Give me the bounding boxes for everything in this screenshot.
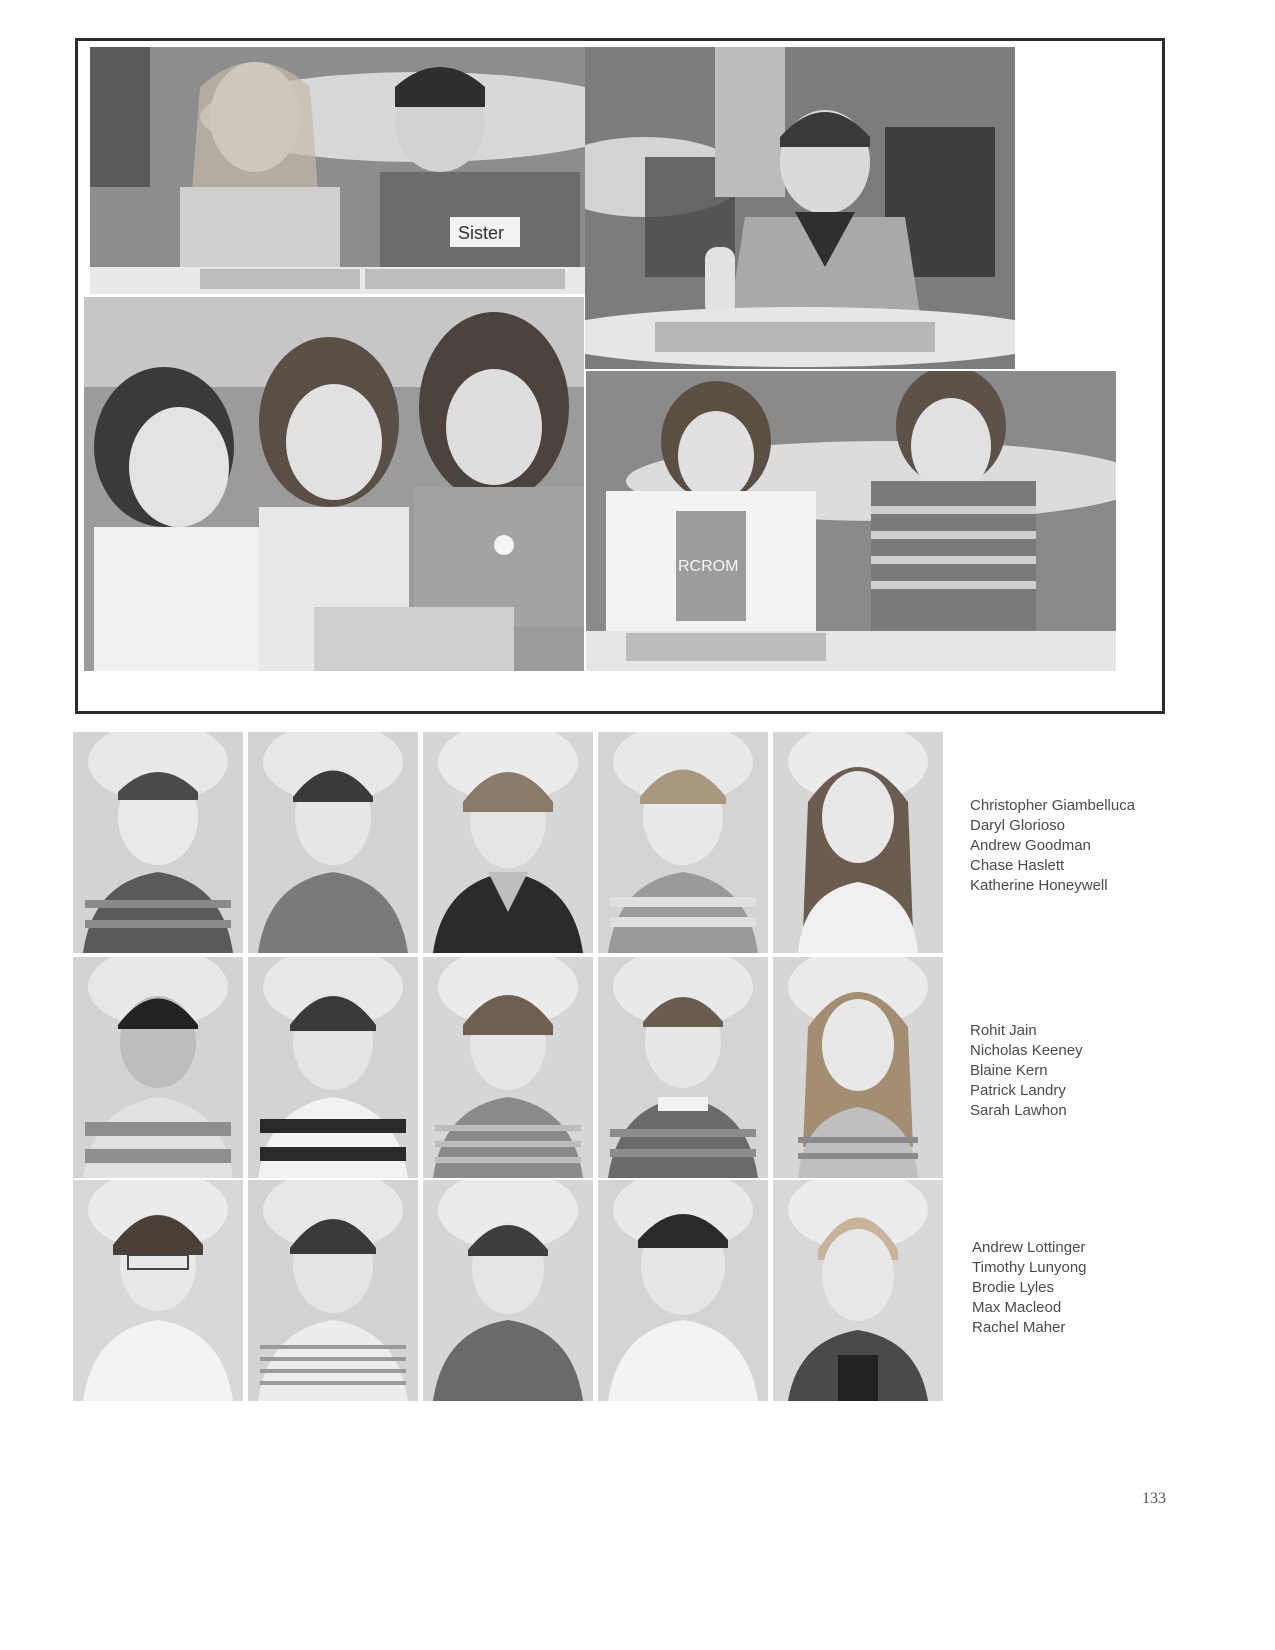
portrait — [598, 957, 768, 1178]
photo-boy-raising-hand — [585, 47, 1015, 369]
portrait — [73, 957, 243, 1178]
shirt-text: RCROM — [678, 558, 739, 575]
portrait — [73, 1180, 243, 1401]
portrait — [248, 732, 418, 953]
student-name: Rachel Maher — [972, 1319, 1066, 1336]
student-name: Sarah Lawhon — [970, 1102, 1067, 1119]
student-name: Max Macleod — [972, 1299, 1062, 1316]
page-number: 133 — [1142, 1490, 1166, 1507]
student-name: Nicholas Keeney — [970, 1042, 1083, 1059]
portrait — [773, 1180, 943, 1401]
portrait — [423, 732, 593, 953]
name-list-row-1 — [970, 796, 1135, 896]
student-name: Daryl Glorioso — [970, 817, 1066, 834]
name-list-row-2 — [970, 1021, 1083, 1121]
shirt-text: Sister — [458, 223, 505, 243]
photo-three-girls-smiling — [84, 297, 584, 671]
student-name: Christopher Giambelluca — [970, 797, 1136, 814]
student-name: Patrick Landry — [970, 1082, 1066, 1099]
student-name: Timothy Lunyong — [972, 1259, 1087, 1276]
student-name: Brodie Lyles — [972, 1279, 1054, 1296]
student-name: Andrew Goodman — [970, 837, 1091, 854]
student-name: Katherine Honeywell — [970, 877, 1108, 894]
name-list-row-3 — [972, 1238, 1087, 1338]
portrait — [598, 1180, 768, 1401]
student-name: Chase Haslett — [970, 857, 1065, 874]
portrait — [73, 732, 243, 953]
photo-two-students-at-table — [90, 47, 600, 294]
portrait — [248, 1180, 418, 1401]
portrait — [773, 957, 943, 1178]
student-name: Blaine Kern — [970, 1062, 1048, 1079]
portrait — [773, 732, 943, 953]
photo-collage — [75, 38, 1165, 714]
photo-two-girls-smiling — [586, 371, 1116, 671]
portrait — [598, 732, 768, 953]
student-name: Andrew Lottinger — [972, 1239, 1086, 1256]
student-name: Rohit Jain — [970, 1022, 1037, 1039]
portrait — [248, 957, 418, 1178]
portrait — [423, 957, 593, 1178]
portrait — [423, 1180, 593, 1401]
